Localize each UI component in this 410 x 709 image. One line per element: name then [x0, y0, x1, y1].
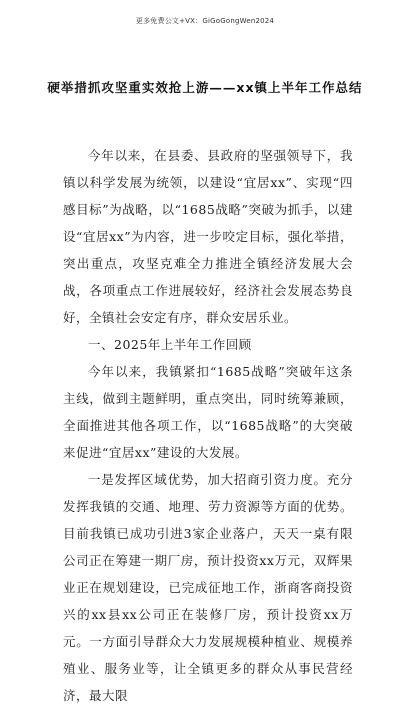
section-heading: 一、2025年上半年工作回顾	[88, 337, 252, 352]
header-note: 更多免费公文+VX：GiGoGongWen2024	[135, 17, 275, 25]
investment-paragraph: 一是发挥区域优势，加大招商引资力度。充分发挥我镇的交通、地理、劳力资源等方面的优势。目前我镇已成功引进3家企业落户，天天一桌有限公司正在筹建一期厂房，预计投资xx万元，双辉果业正在规划建设，已完成征地工作，浙商客商投资兴的xx县xx公司正在装修厂房，预计投资xx万元。一方面引导群众大力发展规模种植业、规模养殖业、服务业等，让全镇更多的群众从事民营经济，最大限	[63, 472, 353, 703]
review-paragraph: 今年以来，我镇紧扣“1685战略”突破年这条主线，做到主题鲜明，重点突出，同时统筹兼顾，全面推进其他各项工作，以“1685战略”的大突破来促进“宜居xx”建设的大发展。	[63, 364, 353, 460]
intro-paragraph: 今年以来，在县委、县政府的坚强领导下，我镇以科学发展为统领，以建设“宜居xx”、实现“四感目标”为战略，以“1685战略”突破为抓手，以建设“宜居xx”为内容，进一步咬定目标，强化举措，突出重点，攻坚克难全力推进全镇经济发展大会战，各项重点工作进展较好，经济社会发展态势良好，全镇社会安定有序，群众安居乐业。	[63, 148, 353, 325]
document-title: 硬举措抓攻坚重实效抢上游——xx镇上半年工作总结	[47, 80, 363, 95]
document-body	[63, 142, 353, 709]
